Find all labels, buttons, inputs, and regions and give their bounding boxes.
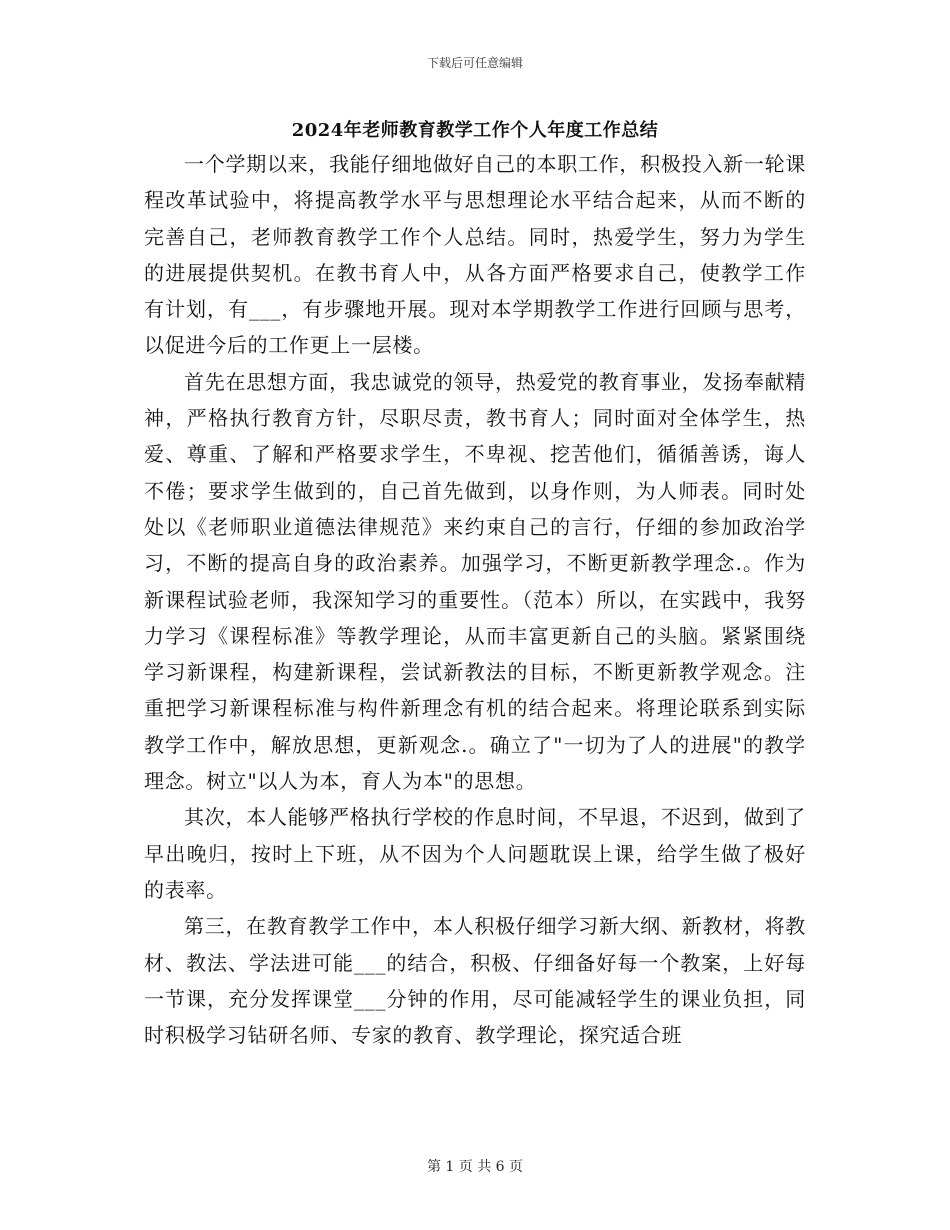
paragraph: 首先在思想方面，我忠诚党的领导，热爱党的教育事业，发扬奉献精神，严格执行教育方针，尽职尽责，教书育人；同时面对全体学生，热爱、尊重、了解和严格要求学生，不卑视、挖苦他们，循循善诱，诲人不倦；要求学生做到的，自己首先做到，以身作则，为人师表。同时处处以《老师职业道德法律规范》来约束自己的言行，仔细的参加政治学习，不断的提高自身的政治素养。加强学习，不断更新教学理念.。作为新课程试验老师，我深知学习的重要性。（范本）所以，在实践中，我努力学习《课程标准》等教学理论，从而丰富更新自己的头脑。紧紧围绕学习新课程，构建新课程，尝试新教法的目标，不断更新教学观念。注重把学习新课程标准与构件新理念有机的结合起来。将理论联系到实际教学工作中，解放思想，更新观念.。确立了"一切为了人的进展"的教学理念。树立"以人为本，育人为本"的思想。 bbox=[144, 369, 806, 794]
paragraph: 一个学期以来，我能仔细地做好自己的本职工作，积极投入新一轮课程改革试验中，将提高教学水平与思想理论水平结合起来，从而不断的完善自己，老师教育教学工作个人总结。同时，热爱学生，努力为学生的进展提供契机。在教书育人中，从各方面严格要求自己，使教学工作有计划，有___，有步骤地开展。现对本学期教学工作进行回顾与思考，以促进今后的工作更上一层楼。 bbox=[144, 152, 806, 358]
paragraph: 其次，本人能够严格执行学校的作息时间，不早退，不迟到，做到了早出晚归，按时上下班，从不因为个人问题耽误上课，给学生做了极好的表率。 bbox=[144, 805, 806, 902]
paragraph: 第三，在教育教学工作中，本人积极仔细学习新大纲、新教材，将教材、教法、学法进可能___的结合，积极、仔细备好每一个教案，上好每一节课，充分发挥课堂___分钟的作用，尽可能减轻学生的课业负担，同时积极学习钻研名师、专家的教育、教学理论，探究适合班 bbox=[144, 914, 806, 1048]
page-number: 第 1 页 共 6 页 bbox=[426, 1159, 524, 1175]
document-title: 2024年老师教育教学工作个人年度工作总结 bbox=[291, 120, 659, 141]
document-body bbox=[144, 146, 806, 1053]
header-note: 下载后可任意编辑 bbox=[426, 56, 523, 70]
